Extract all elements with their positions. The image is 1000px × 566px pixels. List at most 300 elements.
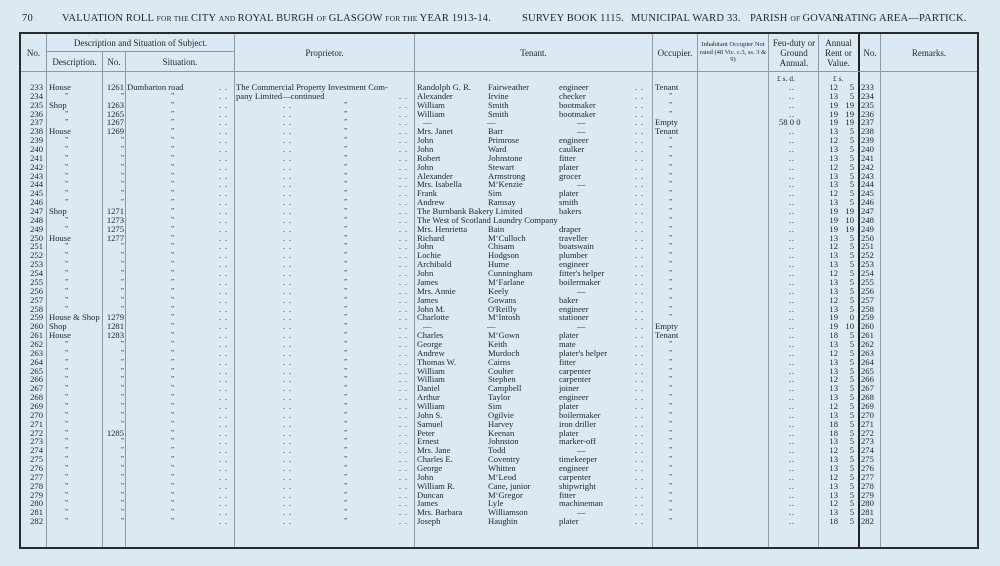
rent-pounds: 19: [829, 312, 838, 323]
tenant-first-name: Mrs. Janet: [417, 126, 453, 137]
leader-dots: . .: [635, 366, 644, 376]
rent-shillings: 5: [849, 197, 854, 208]
situation: ”: [171, 313, 175, 322]
situation: ”: [171, 490, 175, 499]
situation: ”: [171, 348, 175, 357]
feu-duty: ..: [789, 313, 795, 323]
proprietor-ditto: ”: [344, 322, 348, 331]
proprietor-ditto: ”: [344, 251, 348, 260]
header-no-right: No.: [863, 47, 877, 58]
leader-dots: . .: [219, 127, 228, 137]
page-header: [22, 13, 982, 27]
entry-no-right: 273: [861, 436, 874, 447]
leader-dots: . .: [283, 331, 292, 341]
leader-dots: . .: [219, 251, 228, 261]
tenant-first-name: John: [417, 241, 434, 252]
entry-no: 252: [30, 250, 43, 261]
entry-no-right: 267: [861, 383, 874, 394]
entry-no: 239: [30, 135, 43, 146]
rent-shillings: 5: [849, 498, 854, 509]
occupier: ”: [669, 499, 673, 508]
description: ”: [65, 499, 69, 508]
title-part: FOR THE: [385, 14, 420, 23]
rent-pounds: 12: [829, 374, 838, 385]
leader-dots: . .: [399, 446, 408, 456]
tenant-first-name: Mrs. Annie: [417, 285, 456, 296]
entry-no: 273: [30, 436, 43, 447]
leader-dots: . .: [283, 109, 292, 119]
tenant-surname: Ward: [488, 144, 507, 155]
rent-pounds: 13: [829, 480, 838, 491]
description: ”: [65, 153, 69, 162]
rent-pounds: 19: [829, 206, 838, 217]
leader-dots: . .: [399, 401, 408, 411]
rent-pounds: 13: [829, 303, 838, 314]
occupier: ”: [669, 269, 673, 278]
entry-no: 246: [30, 197, 43, 208]
leader-dots: . .: [283, 207, 292, 217]
tenant-first-name: Duncan: [417, 489, 444, 500]
tenant-surname: Williamson: [488, 507, 528, 518]
rent-pounds: 12: [829, 188, 838, 199]
tenant-occupation: joiner: [559, 383, 580, 394]
leader-dots: . .: [283, 428, 292, 438]
entry-no-right: 249: [861, 223, 874, 234]
tenant-surname: Campbell: [488, 383, 522, 394]
leader-dots: . .: [399, 269, 408, 279]
rent-pounds: 18: [829, 516, 838, 527]
entry-no: 235: [30, 99, 43, 110]
feu-duty: 58 0 0: [779, 117, 801, 128]
tenant-occupation: bootmaker: [559, 99, 596, 110]
entry-no-right: 253: [861, 259, 874, 270]
street-number: ”: [120, 198, 124, 207]
description: ”: [65, 224, 69, 233]
street-number: ”: [120, 419, 124, 428]
leader-dots: . .: [399, 153, 408, 163]
leader-dots: . .: [283, 136, 292, 146]
tenant-occupation: plater: [559, 330, 579, 341]
leader-dots: . .: [635, 481, 644, 491]
leader-dots: . .: [283, 153, 292, 163]
description: ”: [65, 136, 69, 145]
feu-units: £ s. d.: [777, 74, 795, 83]
tenant-occupation: engineer: [559, 392, 589, 403]
leader-dots: . .: [283, 277, 292, 287]
rent-pounds: 13: [829, 409, 838, 420]
entry-no-right: 277: [861, 471, 874, 482]
tenant-occupation: baker: [559, 294, 579, 305]
proprietor-ditto: ”: [344, 339, 348, 348]
entry-no-right: 258: [861, 303, 874, 314]
occupier: Tenant: [655, 126, 679, 137]
description: ”: [65, 455, 69, 464]
leader-dots: . .: [219, 233, 228, 243]
entry-no: 250: [30, 232, 43, 243]
header-tenant: Tenant.: [520, 47, 547, 58]
description: House: [49, 330, 71, 341]
proprietor-ditto: ”: [344, 207, 348, 216]
entry-no: 253: [30, 259, 43, 270]
description: ”: [65, 198, 69, 207]
tenant-surname: Sim: [488, 188, 502, 199]
leader-dots: . .: [399, 472, 408, 482]
leader-dots: . .: [283, 517, 292, 527]
entry-no-right: 275: [861, 454, 874, 465]
leader-dots: . .: [283, 366, 292, 376]
feu-duty: ..: [789, 455, 795, 465]
entry-no-right: 256: [861, 285, 874, 296]
entry-no: 279: [30, 489, 43, 500]
rent-shillings: 5: [849, 338, 854, 349]
tenant-first-name: William: [417, 400, 445, 411]
proprietor-ditto: ”: [344, 419, 348, 428]
proprietor-ditto: ”: [344, 100, 348, 109]
tenant-occupation: engineer: [559, 82, 589, 92]
street-number: ”: [120, 171, 124, 180]
proprietor-ditto: ”: [344, 437, 348, 446]
tenant-occupation: carpenter: [559, 374, 591, 385]
situation: ”: [171, 145, 175, 154]
leader-dots: . .: [283, 127, 292, 137]
entry-no: 258: [30, 303, 43, 314]
entry-no: 269: [30, 400, 43, 411]
feu-duty: ..: [789, 277, 795, 287]
situation: ”: [171, 428, 175, 437]
proprietor-ditto: ”: [344, 118, 348, 127]
leader-dots: . .: [219, 463, 228, 473]
description: ”: [65, 428, 69, 437]
occupier: ”: [669, 162, 673, 171]
situation: ”: [171, 339, 175, 348]
feu-duty: ..: [789, 198, 795, 208]
leader-dots: . .: [219, 331, 228, 341]
entry-no: 256: [30, 285, 43, 296]
occupier: ”: [669, 286, 673, 295]
tenant-surname: Primrose: [488, 135, 520, 146]
rent-shillings: 5: [849, 152, 854, 163]
tenant-occupation: traveller: [559, 232, 588, 243]
leader-dots: . .: [283, 455, 292, 465]
situation: ”: [171, 295, 175, 304]
situation: ”: [171, 109, 175, 118]
leader-dots: . .: [219, 91, 228, 101]
tenant-occupation: marker-off: [559, 436, 596, 447]
tenant-surname: Bain: [488, 223, 505, 234]
proprietor-ditto: ”: [344, 384, 348, 393]
feu-duty: ..: [789, 393, 795, 403]
leader-dots: . .: [283, 198, 292, 208]
tenant-surname: Armstrong: [488, 170, 526, 181]
header-no: No.: [26, 47, 41, 58]
description: ”: [65, 348, 69, 357]
feu-duty: ..: [789, 384, 795, 394]
street-number: 1275: [106, 223, 124, 234]
leader-dots: . .: [399, 295, 408, 305]
proprietor-ditto: ”: [344, 455, 348, 464]
occupier: ”: [669, 348, 673, 357]
description: ”: [65, 401, 69, 410]
tenant-first-name: John S.: [417, 409, 443, 420]
entry-no: 276: [30, 462, 43, 473]
occupier: ”: [669, 295, 673, 304]
occupier: Tenant: [655, 330, 679, 341]
feu-duty: ..: [789, 357, 795, 367]
leader-dots: . .: [635, 472, 644, 482]
street-number: 1269: [106, 126, 124, 137]
tenant-first-name: Richard: [417, 232, 445, 243]
leader-dots: . .: [283, 145, 292, 155]
entry-no: 278: [30, 480, 43, 491]
tenant-first-name: James: [417, 276, 439, 287]
tenant-first-name: Peter: [417, 427, 435, 438]
occupier: ”: [669, 508, 673, 517]
rent-pounds: 13: [829, 90, 838, 101]
rent-pounds: 13: [829, 436, 838, 447]
proprietor-ditto: ”: [344, 490, 348, 499]
tenant-surname: Keith: [488, 338, 508, 349]
description: House & Shop: [49, 312, 100, 323]
leader-dots: . .: [219, 455, 228, 465]
street-number: ”: [120, 499, 124, 508]
valuation-roll-table: [19, 32, 979, 549]
proprietor-ditto: ”: [344, 357, 348, 366]
feu-duty: ..: [789, 499, 795, 509]
description: ”: [65, 242, 69, 251]
situation: ”: [171, 517, 175, 526]
leader-dots: . .: [399, 215, 408, 225]
rent-pounds: 12: [829, 135, 838, 146]
tenant-first-name: John: [417, 161, 434, 172]
feu-duty: ..: [789, 215, 795, 225]
tenant-surname: Smith: [488, 108, 509, 119]
tenant-first-name: Daniel: [417, 383, 440, 394]
rent-shillings: 5: [849, 179, 854, 190]
occupier: ”: [669, 446, 673, 455]
street-number: ”: [120, 517, 124, 526]
tenant-first-name: Joseph: [417, 516, 441, 527]
leader-dots: . .: [219, 83, 228, 92]
situation: ”: [171, 419, 175, 428]
rent-shillings: 5: [849, 400, 854, 411]
occupier: ”: [669, 410, 673, 419]
situation: ”: [171, 384, 175, 393]
rent-pounds: 19: [829, 108, 838, 119]
rent-shillings: 5: [849, 161, 854, 172]
tenant-occupation: shipwright: [559, 480, 596, 491]
proprietor-ditto: ”: [344, 508, 348, 517]
leader-dots: . .: [219, 189, 228, 199]
feu-duty: ..: [789, 481, 795, 491]
proprietor-ditto: ”: [344, 481, 348, 490]
tenant-first-name: Mrs. Jane: [417, 445, 451, 456]
street-number: ”: [120, 91, 124, 100]
leader-dots: . .: [219, 446, 228, 456]
leader-dots: . .: [399, 180, 408, 190]
street-number: ”: [120, 180, 124, 189]
leader-dots: . .: [219, 286, 228, 296]
leader-dots: . .: [219, 277, 228, 287]
feu-duty: ..: [789, 127, 795, 137]
tenant-surname: Barr: [488, 126, 504, 137]
tenant-surname: Cairns: [488, 356, 511, 367]
description: ”: [65, 366, 69, 375]
tenant-occupation: engineer: [559, 303, 589, 314]
description: House: [49, 232, 71, 243]
leader-dots: . .: [399, 118, 408, 128]
entry-no: 257: [30, 294, 43, 305]
tenant-occupation: engineer: [559, 462, 589, 473]
street-number: ”: [120, 251, 124, 260]
feu-duty: ..: [789, 286, 795, 296]
leader-dots: . .: [283, 401, 292, 411]
leader-dots: . .: [635, 189, 644, 199]
street-number: ”: [120, 162, 124, 171]
feu-duty: ..: [789, 83, 795, 92]
leader-dots: . .: [219, 472, 228, 482]
header-annual-rent: Annual Rent or Value.: [825, 37, 852, 68]
leader-dots: . .: [283, 472, 292, 482]
leader-dots: . .: [635, 198, 644, 208]
header-situation: Situation.: [162, 56, 198, 67]
occupier: ”: [669, 304, 673, 313]
leader-dots: . .: [219, 357, 228, 367]
description: House: [49, 126, 71, 137]
occupier: ”: [669, 100, 673, 109]
tenant-first-name: Robert: [417, 152, 441, 163]
leader-dots: . .: [219, 145, 228, 155]
rent-pounds: 13: [829, 126, 838, 137]
entry-no: 274: [30, 445, 43, 456]
street-number: 1281: [106, 321, 124, 332]
street-number: 1263: [106, 99, 124, 110]
situation: ”: [171, 118, 175, 127]
description: ”: [65, 375, 69, 384]
leader-dots: . .: [399, 260, 408, 270]
description: ”: [65, 384, 69, 393]
rent-shillings: 5: [849, 276, 854, 287]
leader-dots: . .: [399, 508, 408, 518]
tenant-surname: O'Reilly: [488, 303, 517, 314]
street-number: ”: [120, 339, 124, 348]
feu-duty: ..: [789, 339, 795, 349]
leader-dots: . .: [399, 499, 408, 509]
proprietor-ditto: ”: [344, 224, 348, 233]
description: ”: [65, 339, 69, 348]
occupier: ”: [669, 277, 673, 286]
entry-no-right: 246: [861, 197, 874, 208]
leader-dots: . .: [219, 401, 228, 411]
feu-duty: ..: [789, 180, 795, 190]
leader-dots: . .: [283, 304, 292, 314]
occupier: ”: [669, 339, 673, 348]
parish-name: GOVAN.: [802, 13, 843, 24]
description: ”: [65, 481, 69, 490]
entry-no: 241: [30, 152, 43, 163]
occupier: ”: [669, 145, 673, 154]
situation: ”: [171, 331, 175, 340]
tenant-occupation: caulker: [559, 144, 585, 155]
situation: Dumbarton road: [127, 82, 184, 92]
rent-shillings: 5: [849, 365, 854, 376]
tenant-first-name: Mrs. Henrietta: [417, 223, 468, 234]
tenant-occupation: boilermaker: [559, 409, 601, 420]
leader-dots: . .: [283, 242, 292, 252]
tenant-surname: M‘Kenzie: [488, 179, 523, 190]
leader-dots: . .: [399, 331, 408, 341]
street-number: 1261: [106, 82, 124, 92]
feu-duty: ..: [789, 366, 795, 376]
occupier: ”: [669, 180, 673, 189]
leader-dots: . .: [635, 508, 644, 518]
proprietor-ditto: ”: [344, 401, 348, 410]
rent-pounds: 13: [829, 179, 838, 190]
header-number: No.: [107, 56, 121, 67]
entry-no: 243: [30, 170, 43, 181]
situation: ”: [171, 277, 175, 286]
situation: ”: [171, 242, 175, 251]
title-part: VALUATION ROLL: [62, 13, 157, 24]
situation: ”: [171, 366, 175, 375]
tenant-first-name: William: [417, 374, 445, 385]
street-number: ”: [120, 242, 124, 251]
entry-no: 272: [30, 427, 43, 438]
rent-shillings: 5: [849, 126, 854, 137]
rent-pounds: 13: [829, 197, 838, 208]
proprietor-ditto: ”: [344, 366, 348, 375]
entry-no-right: 247: [861, 206, 874, 217]
entry-no: 280: [30, 498, 43, 509]
entry-no-right: 235: [861, 99, 874, 110]
tenant-first-name: George: [417, 338, 443, 349]
leader-dots: . .: [219, 171, 228, 181]
proprietor-ditto: ”: [344, 313, 348, 322]
tenant-first-name: William: [417, 108, 445, 119]
rent-pounds: 13: [829, 489, 838, 500]
leader-dots: . .: [635, 419, 644, 429]
rent-pounds: 18: [829, 427, 838, 438]
proprietor-ditto: ”: [344, 410, 348, 419]
situation: ”: [171, 180, 175, 189]
entry-no: 275: [30, 454, 43, 465]
rent-shillings: 5: [849, 90, 854, 101]
rent-pounds: 13: [829, 383, 838, 394]
rent-shillings: 5: [849, 144, 854, 155]
description: ”: [65, 286, 69, 295]
occupier: ”: [669, 207, 673, 216]
tenant-surname: Ogilvie: [488, 409, 514, 420]
leader-dots: . .: [635, 455, 644, 465]
leader-dots: . .: [635, 375, 644, 385]
tenant-surname: Gowans: [488, 294, 517, 305]
entry-no: 270: [30, 409, 43, 420]
rent-pounds: 13: [829, 462, 838, 473]
entry-no-right: 264: [861, 356, 874, 367]
situation: ”: [171, 410, 175, 419]
rent-shillings: 10: [845, 321, 854, 332]
entry-no: 267: [30, 383, 43, 394]
proprietor-ditto: ”: [344, 463, 348, 472]
leader-dots: . .: [283, 490, 292, 500]
street-number: 1277: [106, 232, 124, 243]
feu-duty: ..: [789, 401, 795, 411]
leader-dots: . .: [399, 189, 408, 199]
leader-dots: . .: [283, 322, 292, 332]
rent-shillings: 5: [849, 480, 854, 491]
tenant-surname: Whitten: [488, 462, 516, 473]
situation: ”: [171, 393, 175, 402]
proprietor-ditto: ”: [344, 198, 348, 207]
